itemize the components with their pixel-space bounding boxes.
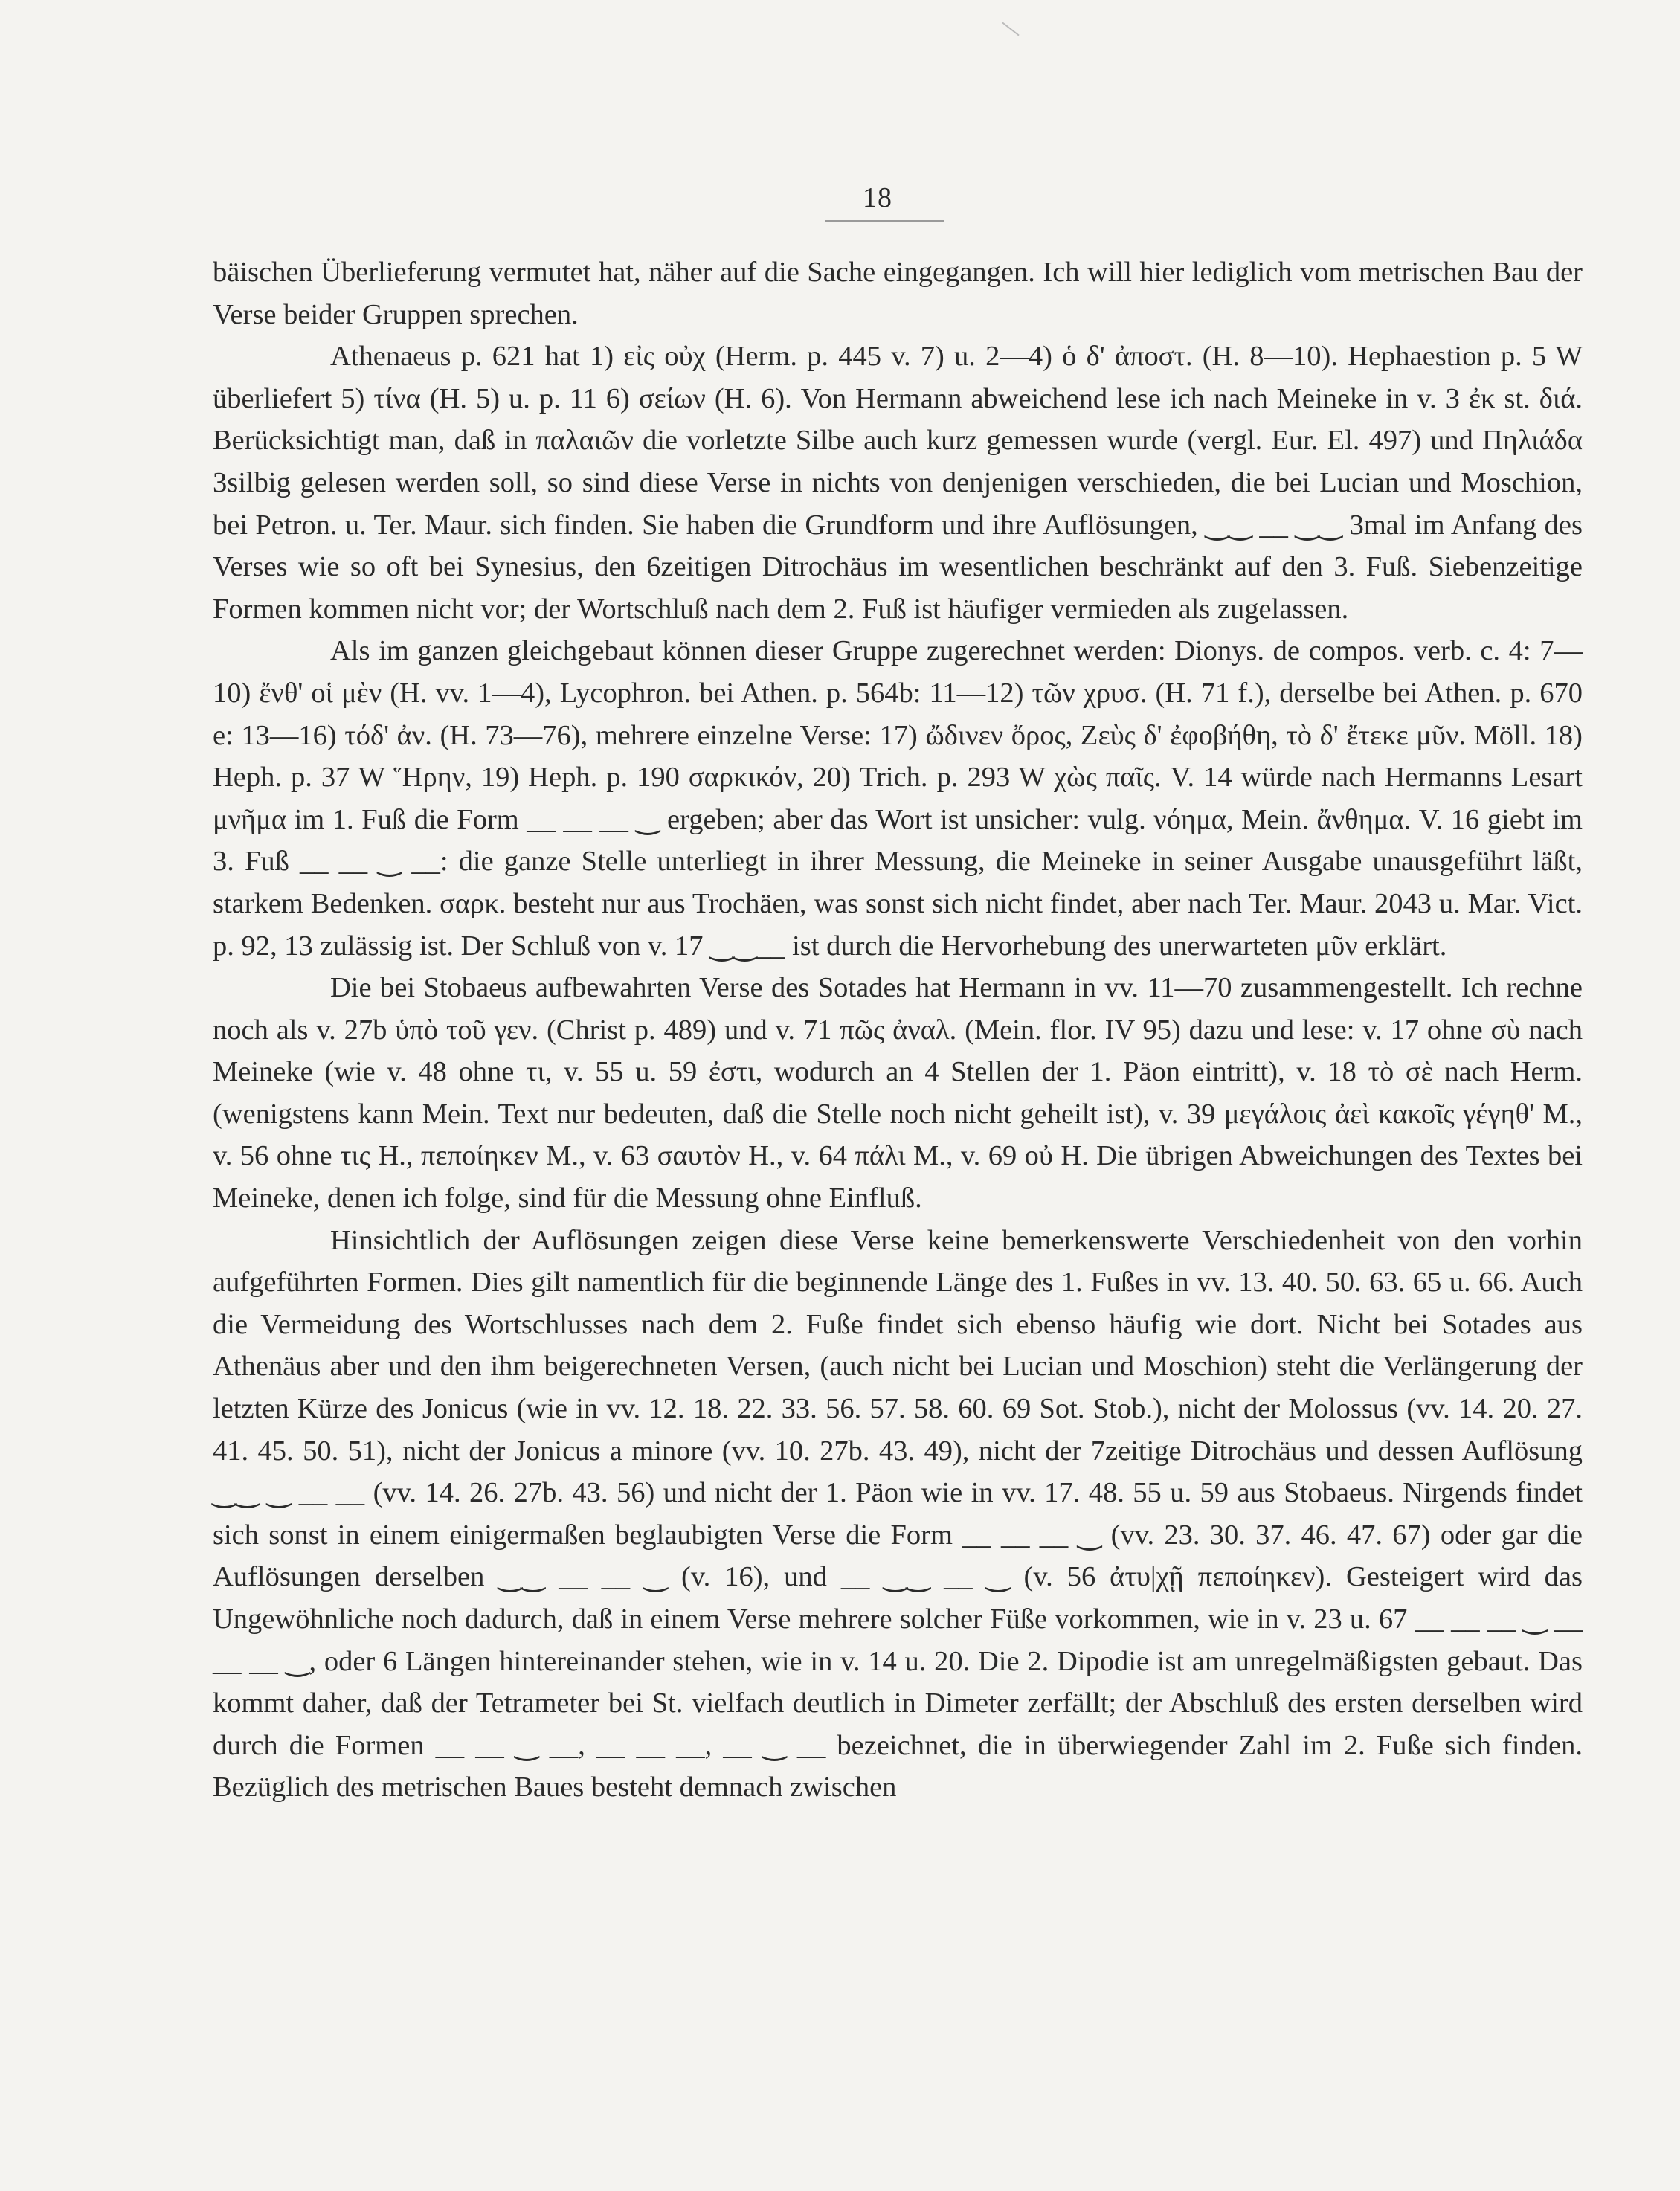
- paragraph-5: Hinsichtlich der Auflösungen zeigen diese Verse keine bemerkenswerte Verschiedenheit von den vorhin aufgeführten Formen. Dies gilt namentlich für die beginnende Länge des 1. Fußes in vv. 13. 40. 50. 63. 65 u. 66. Auch die Vermeidung des Wortschlusses nach dem 2. Fuße findet sich ebenso häufig wie dort. Nicht bei Sotades aus Athenäus aber und den ihm beigerechneten Versen, (auch nicht bei Lucian und Moschion) steht die Verlängerung der letzten Kürze des Jonicus (wie in vv. 12. 18. 22. 33. 56. 57. 58. 60. 69 Sot. Stob.), nicht der Molossus (vv. 14. 20. 27. 41. 45. 50. 51), nicht der Jonicus a minore (vv. 10. 27b. 43. 49), nicht der 7zeitige Ditrochäus und dessen Auflösung ‿‿ ‿ __ __ (vv. 14. 26. 27b. 43. 56) und nicht der 1. Päon wie in vv. 17. 48. 55 u. 59 aus Stobaeus. Nirgends findet sich sonst in einem einigermaßen beglaubigten Verse die Form __ __ __ ‿ (vv. 23. 30. 37. 46. 47. 67) oder gar die Auflösungen derselben ‿‿ __ __ ‿ (v. 16), und __ ‿‿ __ ‿ (v. 56 ἀτυ|χῇ πεποίηκεν). Gesteigert wird das Ungewöhnliche noch dadurch, daß in einem Verse mehrere solcher Füße vorkommen, wie in v. 23 u. 67 __ __ __ ‿ __ __ __ ‿, oder 6 Längen hintereinander stehen, wie in v. 14 u. 20. Die 2. Dipodie ist am unregelmäßigsten gebaut. Das kommt daher, daß der Tetrameter bei St. vielfach deutlich in Dimeter zerfällt; der Abschluß des ersten derselben wird durch die Formen __ __ ‿ __, __ __ __, __ ‿ __ bezeichnet, die in überwiegender Zahl im 2. Fuße sich finden. Bezüglich des metrischen Baues besteht demnach zwischen: [213, 1224, 1583, 1804]
- corner-mark: [1002, 22, 1019, 36]
- body-text: [213, 251, 1583, 1809]
- page-number: 18: [863, 182, 892, 213]
- page-number-rule: [825, 220, 944, 222]
- paragraph-2: Athenaeus p. 621 hat 1) εἰς οὐχ (Herm. p. 445 v. 7) u. 2—4) ὁ δ' ἀποστ. (H. 8—10). Hephaestion p. 5 W überliefert 5) τίνα (H. 5) u. p. 11 6) σείων (H. 6). Von Hermann abweichend lese ich nach Meineke in v. 3 ἐκ st. διά. Berücksichtigt man, daß in παλαιῶν die vorletzte Silbe auch kurz gemessen wurde (vergl. Eur. El. 497) und Πηλιάδα 3silbig gelesen werden soll, so sind diese Verse in nichts von denjenigen verschieden, die bei Lucian und Moschion, bei Petron. u. Ter. Maur. sich finden. Sie haben die Grundform und ihre Auflösungen, ‿‿ __ ‿‿ 3mal im Anfang des Verses wie so oft bei Synesius, den 6zeitigen Ditrochäus im wesentlichen beschränkt auf den 3. Fuß. Siebenzeitige Formen kommen nicht vor; der Wortschluß nach dem 2. Fuß ist häufiger vermieden als zugelassen.: [213, 341, 1583, 625]
- paragraph-3: Als im ganzen gleichgebaut können dieser Gruppe zugerechnet werden: Dionys. de compos. verb. c. 4: 7—10) ἔνθ' οἱ μὲν (H. vv. 1—4), Lycophron. bei Athen. p. 564b: 11—12) τῶν χρυσ. (H. 71 f.), derselbe bei Athen. p. 670 e: 13—16) τόδ' ἀν. (H. 73—76), mehrere einzelne Verse: 17) ὤδινεν ὄρος, Ζεὺς δ' ἐφοβήθη, τὸ δ' ἔτεκε μῦν. Möll. 18) Heph. p. 37 W Ἥρην, 19) Heph. p. 190 σαρκικόν, 20) Trich. p. 293 W χὼς παῖς. V. 14 würde nach Hermanns Lesart μνῆμα im 1. Fuß die Form __ __ __ ‿ ergeben; aber das Wort ist unsicher: vulg. νόημα, Mein. ἄνθημα. V. 16 giebt im 3. Fuß __ __ ‿ __: die ganze Stelle unterliegt in ihrer Messung, die Meineke in seiner Ausgabe unausgeführt läßt, starkem Bedenken. σαρκ. besteht nur aus Trochäen, was sonst sich nicht findet, aber nach Ter. Maur. 2043 u. Mar. Vict. p. 92, 13 zulässig ist. Der Schluß von v. 17 ‿‿__ ist durch die Hervorhebung des unerwarteten μῦν erklärt.: [213, 635, 1583, 962]
- paragraph-4: Die bei Stobaeus aufbewahrten Verse des Sotades hat Hermann in vv. 11—70 zusammengestellt. Ich rechne noch als v. 27b ὑπὸ τοῦ γεν. (Christ p. 489) und v. 71 πῶς ἀναλ. (Mein. flor. IV 95) dazu und lese: v. 17 ohne σὺ nach Meineke (wie v. 48 ohne τι, v. 55 u. 59 ἐστι, wodurch an 4 Stellen der 1. Päon eintritt), v. 18 τὸ σὲ nach Herm. (wenigstens kann Mein. Text nur bedeuten, daß die Stelle noch nicht geheilt ist), v. 39 μεγάλοις ἀεὶ κακοῖς γέγηθ' M., v. 56 ohne τις H., πεποίηκεν M., v. 63 σαυτὸν H., v. 64 πάλι M., v. 69 οὐ H. Die übrigen Abweichungen des Textes bei Meineke, denen ich folge, sind für die Messung ohne Einfluß.: [213, 972, 1583, 1214]
- paragraph-1: bäischen Überlieferung vermutet hat, näher auf die Sache eingegangen. Ich will hier lediglich vom metrischen Bau der Verse beider Gruppen sprechen.: [213, 257, 1583, 330]
